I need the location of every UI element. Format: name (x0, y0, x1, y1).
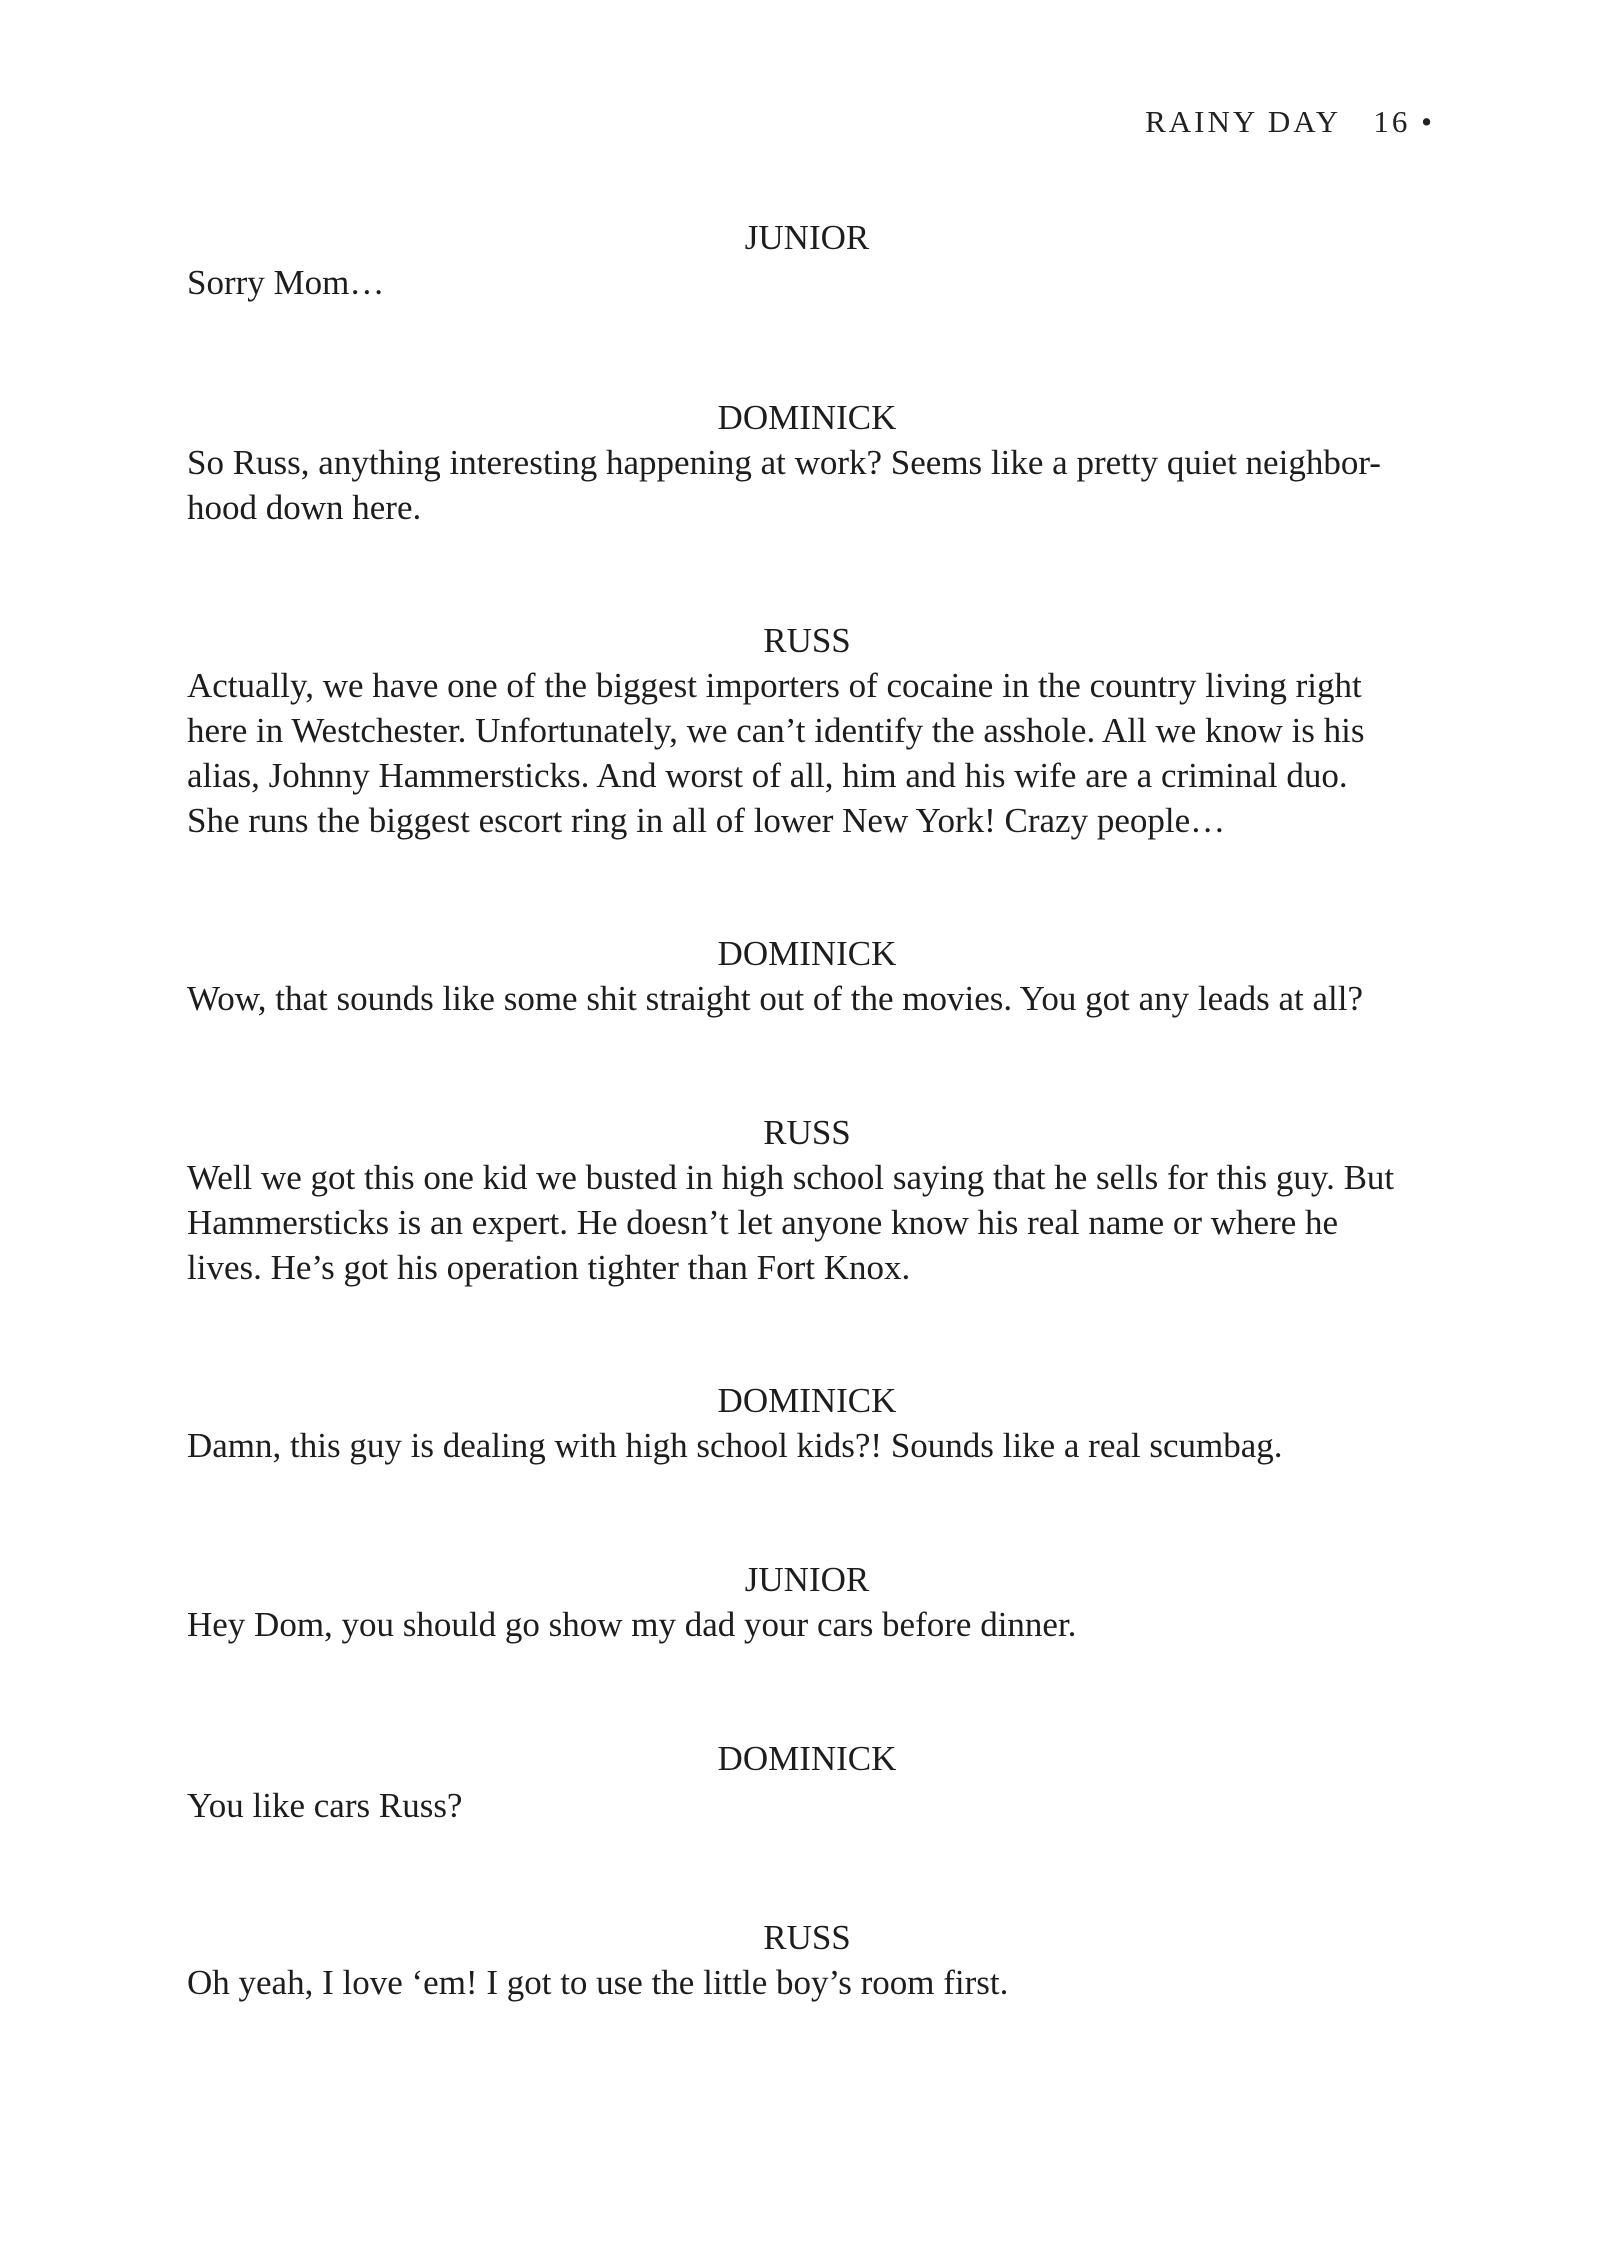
dialogue-block (187, 215, 1427, 305)
speaker-name: DOMINICK (717, 934, 897, 973)
dialogue-block (187, 1110, 1427, 1290)
dialogue-block (187, 395, 1427, 530)
dialogue-line: You like cars Russ? (187, 1786, 463, 1825)
dialogue-line: Actually, we have one of the biggest importers of cocaine in the country living right (187, 666, 1362, 705)
speaker-name: JUNIOR (744, 1560, 870, 1599)
dialogue-line: Well we got this one kid we busted in high school saying that he sells for this guy. But (187, 1158, 1395, 1197)
dialogue-block (187, 1557, 1427, 1647)
dialogue-line: here in Westchester. Unfortunately, we can’t identify the asshole. All we know is his (187, 711, 1365, 750)
dialogue-block (187, 618, 1427, 843)
dialogue-block (187, 931, 1427, 1021)
speaker-name: RUSS (763, 1113, 851, 1152)
dialogue-line: alias, Johnny Hammersticks. And worst of all, him and his wife are a criminal duo. (187, 756, 1348, 795)
speaker-name: DOMINICK (717, 1739, 897, 1778)
dialogue-block (187, 1378, 1427, 1468)
header-bullet: • (1421, 104, 1432, 139)
dialogue-line: Hammersticks is an expert. He doesn’t let anyone know his real name or where he (187, 1203, 1339, 1242)
speaker-name: RUSS (763, 621, 851, 660)
dialogue-line: Oh yeah, I love ‘em! I got to use the little boy’s room first. (187, 1963, 1009, 2002)
dialogue-line: Sorry Mom… (187, 263, 385, 302)
dialogue-block (187, 1915, 1427, 2005)
speaker-name: DOMINICK (717, 398, 897, 437)
speaker-name: JUNIOR (744, 218, 870, 257)
speaker-name: RUSS (763, 1918, 851, 1957)
dialogue-line: hood down here. (187, 488, 422, 527)
dialogue-line: So Russ, anything interesting happening at work? Seems like a pretty quiet neighbor- (187, 443, 1381, 482)
dialogue-line: lives. He’s got his operation tighter than Fort Knox. (187, 1248, 911, 1287)
dialogue-block (187, 1736, 1427, 1828)
running-header (1145, 104, 1432, 140)
dialogue-line: She runs the biggest escort ring in all of lower New York! Crazy people… (187, 801, 1226, 840)
dialogue-line: Wow, that sounds like some shit straight out of the movies. You got any leads at all? (187, 979, 1364, 1018)
speaker-name: DOMINICK (717, 1381, 897, 1420)
dialogue-line: Hey Dom, you should go show my dad your cars before dinner. (187, 1605, 1077, 1644)
book-title: RAINY DAY (1145, 104, 1342, 139)
page-number: 16 (1373, 104, 1411, 139)
dialogue-line: Damn, this guy is dealing with high school kids?! Sounds like a real scumbag. (187, 1426, 1283, 1465)
